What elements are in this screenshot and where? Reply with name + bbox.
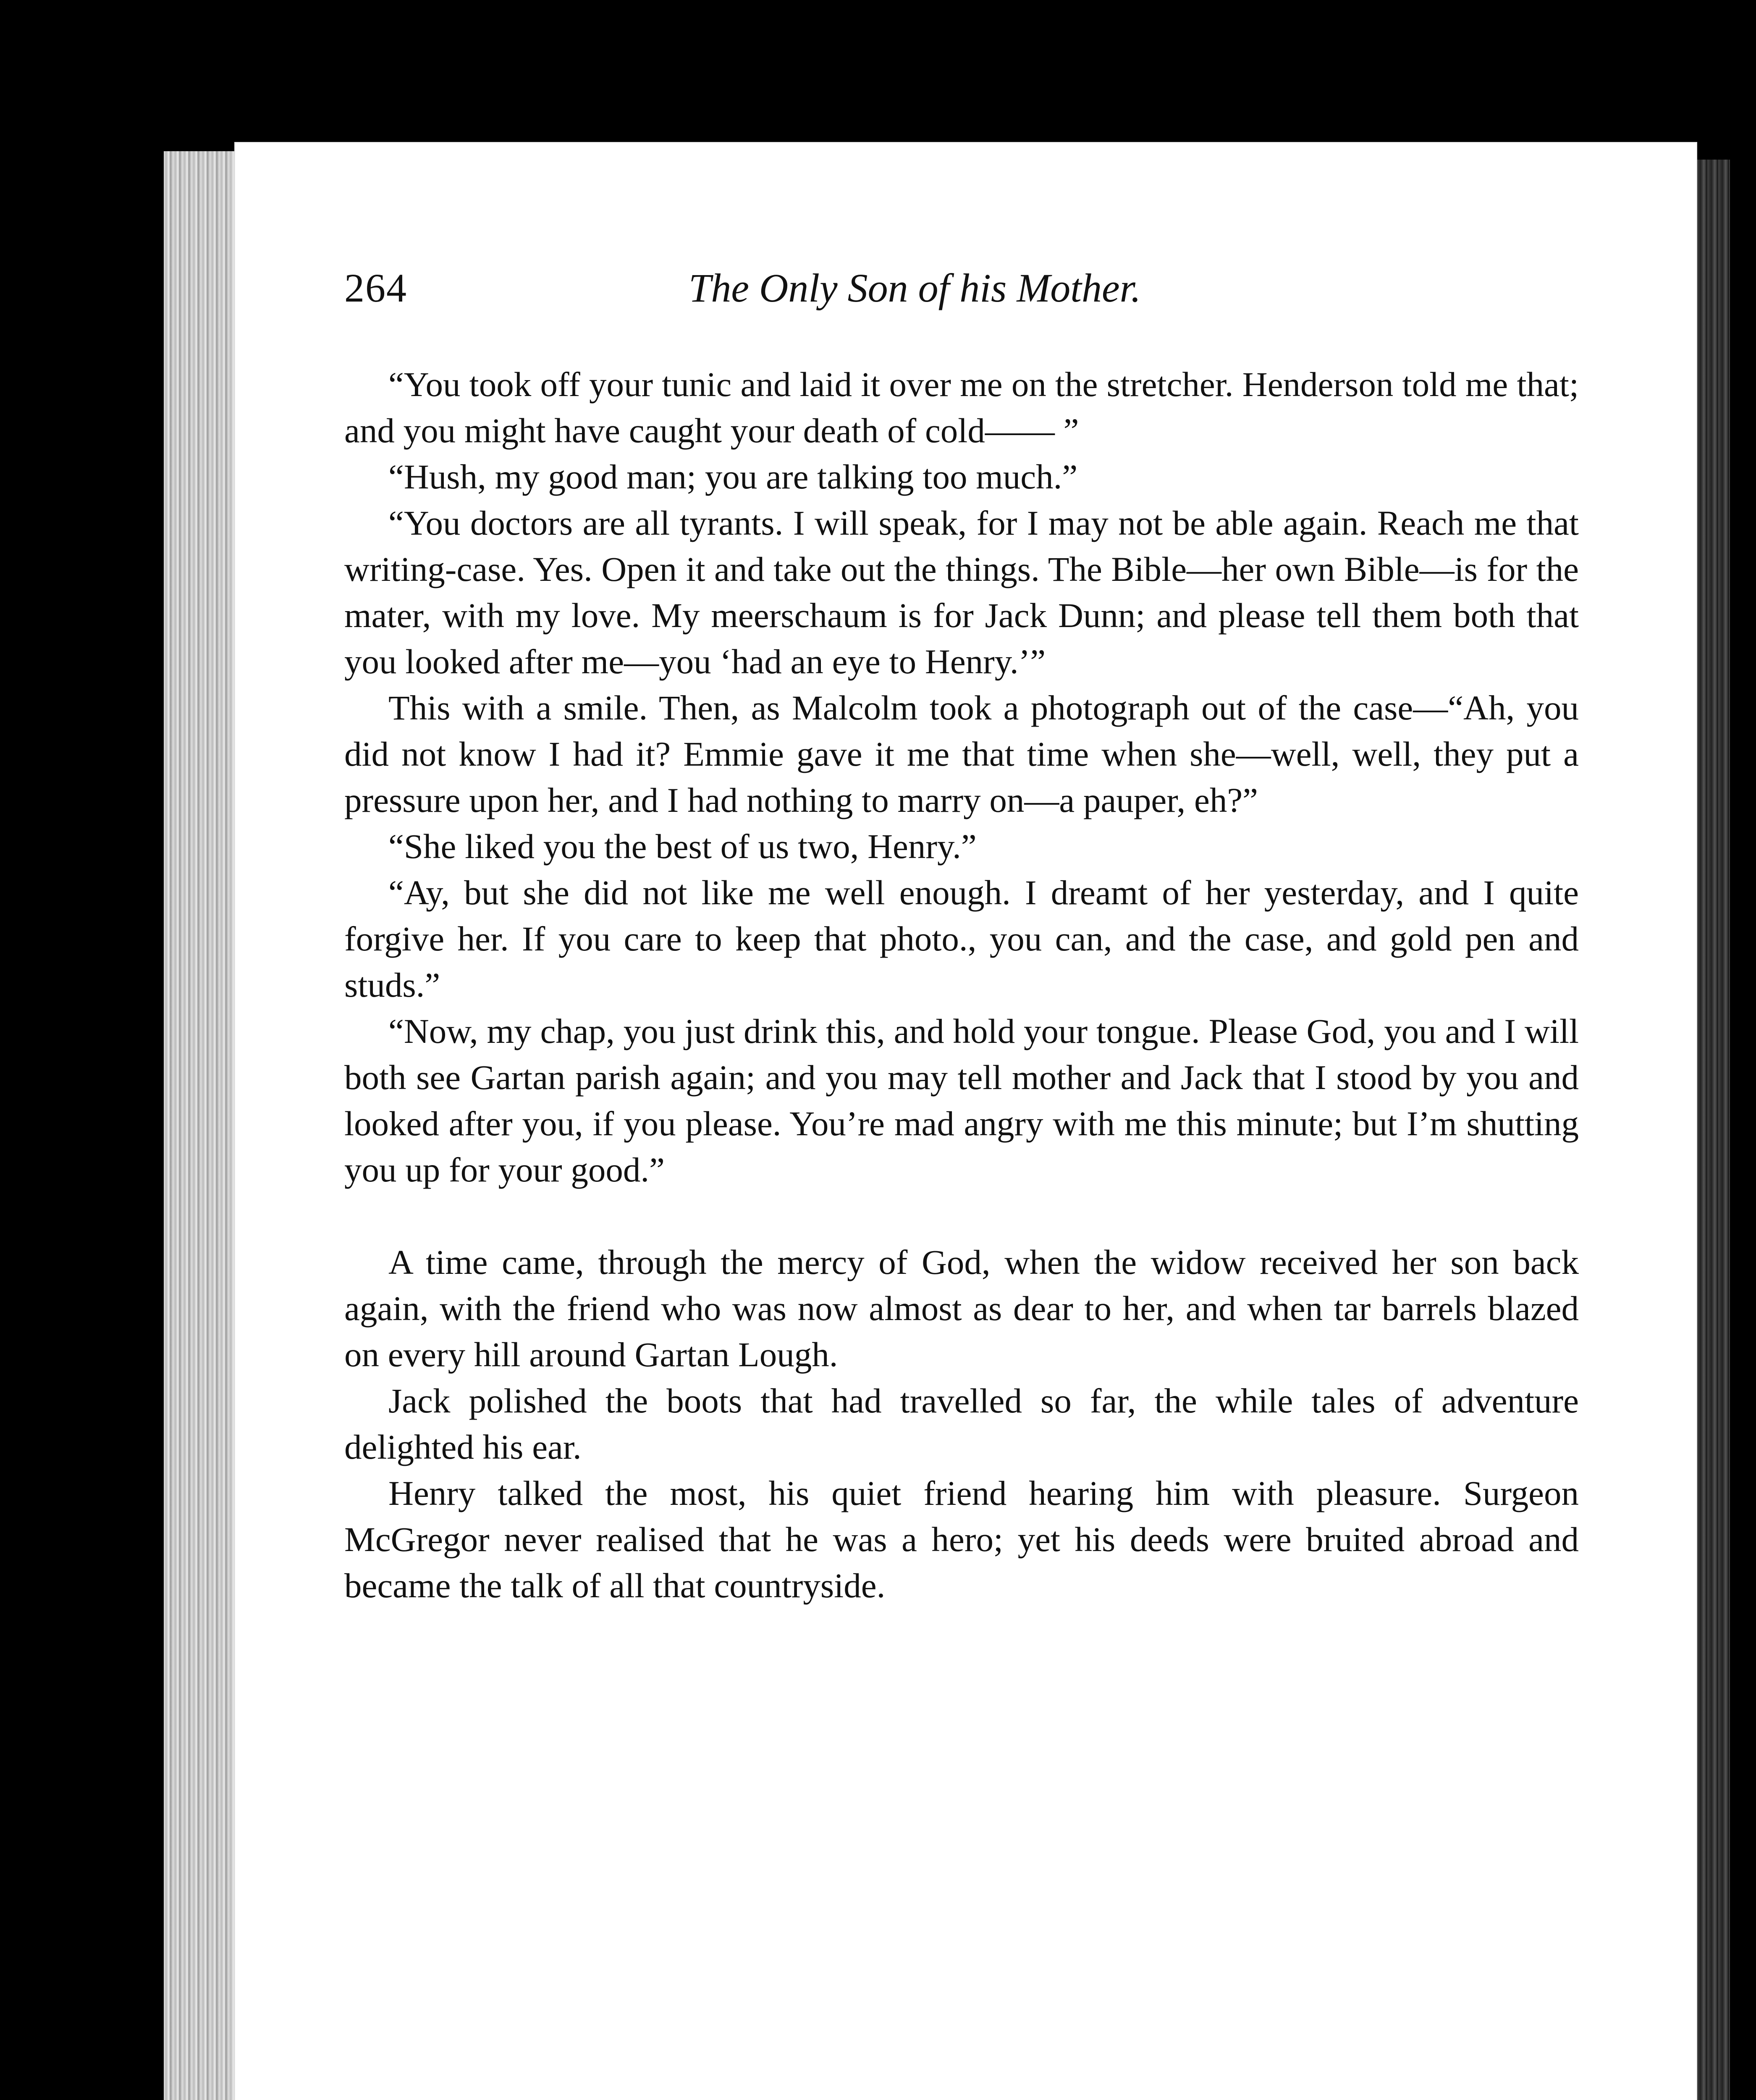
paragraph: “Hush, my good man; you are talking too much.” <box>388 457 1078 496</box>
paragraph: “You took off your tunic and laid it over me on the stretcher. Henderson told me that; and you might have caught your death of cold—— ” <box>344 365 1579 450</box>
right-page-edge <box>1696 160 1730 2100</box>
paragraph: “You doctors are all tyrants. I will speak, for I may not be able again. Reach me that writing-case. Yes. Open it and take out the things. The Bible—her own Bible—is for the mater, with my love. My meerschaum is for Jack Dunn; and please tell them both that you looked after me—you ‘had an eye to Henry.’” <box>344 504 1579 681</box>
paragraph: Jack polished the boots that had travelled so far, the while tales of adventure delighted his ear. <box>344 1381 1579 1466</box>
body-text <box>344 361 1579 1609</box>
binding-page-edges <box>164 151 235 2100</box>
page-number: 264 <box>344 265 407 310</box>
running-title: The Only Son of his Mother. <box>689 265 1141 310</box>
paragraph: A time came, through the mercy of God, when the widow received her son back again, with the friend who was now almost as dear to her, and when tar barrels blazed on every hill around Gartan Lough. <box>344 1243 1579 1374</box>
paragraph: “Ay, but she did not like me well enough. I dreamt of her yesterday, and I quite forgive her. If you care to keep that photo., you can, and the case, and gold pen and studs.” <box>344 873 1579 1004</box>
paragraph: Henry talked the most, his quiet friend hearing him with pleasure. Surgeon McGregor never realised that he was a hero; yet his deeds were bruited abroad and became the talk of all that countryside. <box>344 1474 1579 1605</box>
section-gap <box>344 1193 1579 1239</box>
paragraph: “She liked you the best of us two, Henry.” <box>388 827 977 866</box>
running-head <box>344 265 1251 315</box>
paragraph: This with a smile. Then, as Malcolm took a photograph out of the case—“Ah, you did not know I had it? Emmie gave it me that time when she—well, well, they put a pressure upon her, and I had nothing to marry on—a pauper, eh?” <box>344 688 1579 819</box>
paragraph: “Now, my chap, you just drink this, and hold your tongue. Please God, you and I will both see Gartan parish again; and you may tell mother and Jack that I stood by you and looked after you, if you please. You’re mad angry with me this minute; but I’m shutting you up for your good.” <box>344 1012 1579 1189</box>
